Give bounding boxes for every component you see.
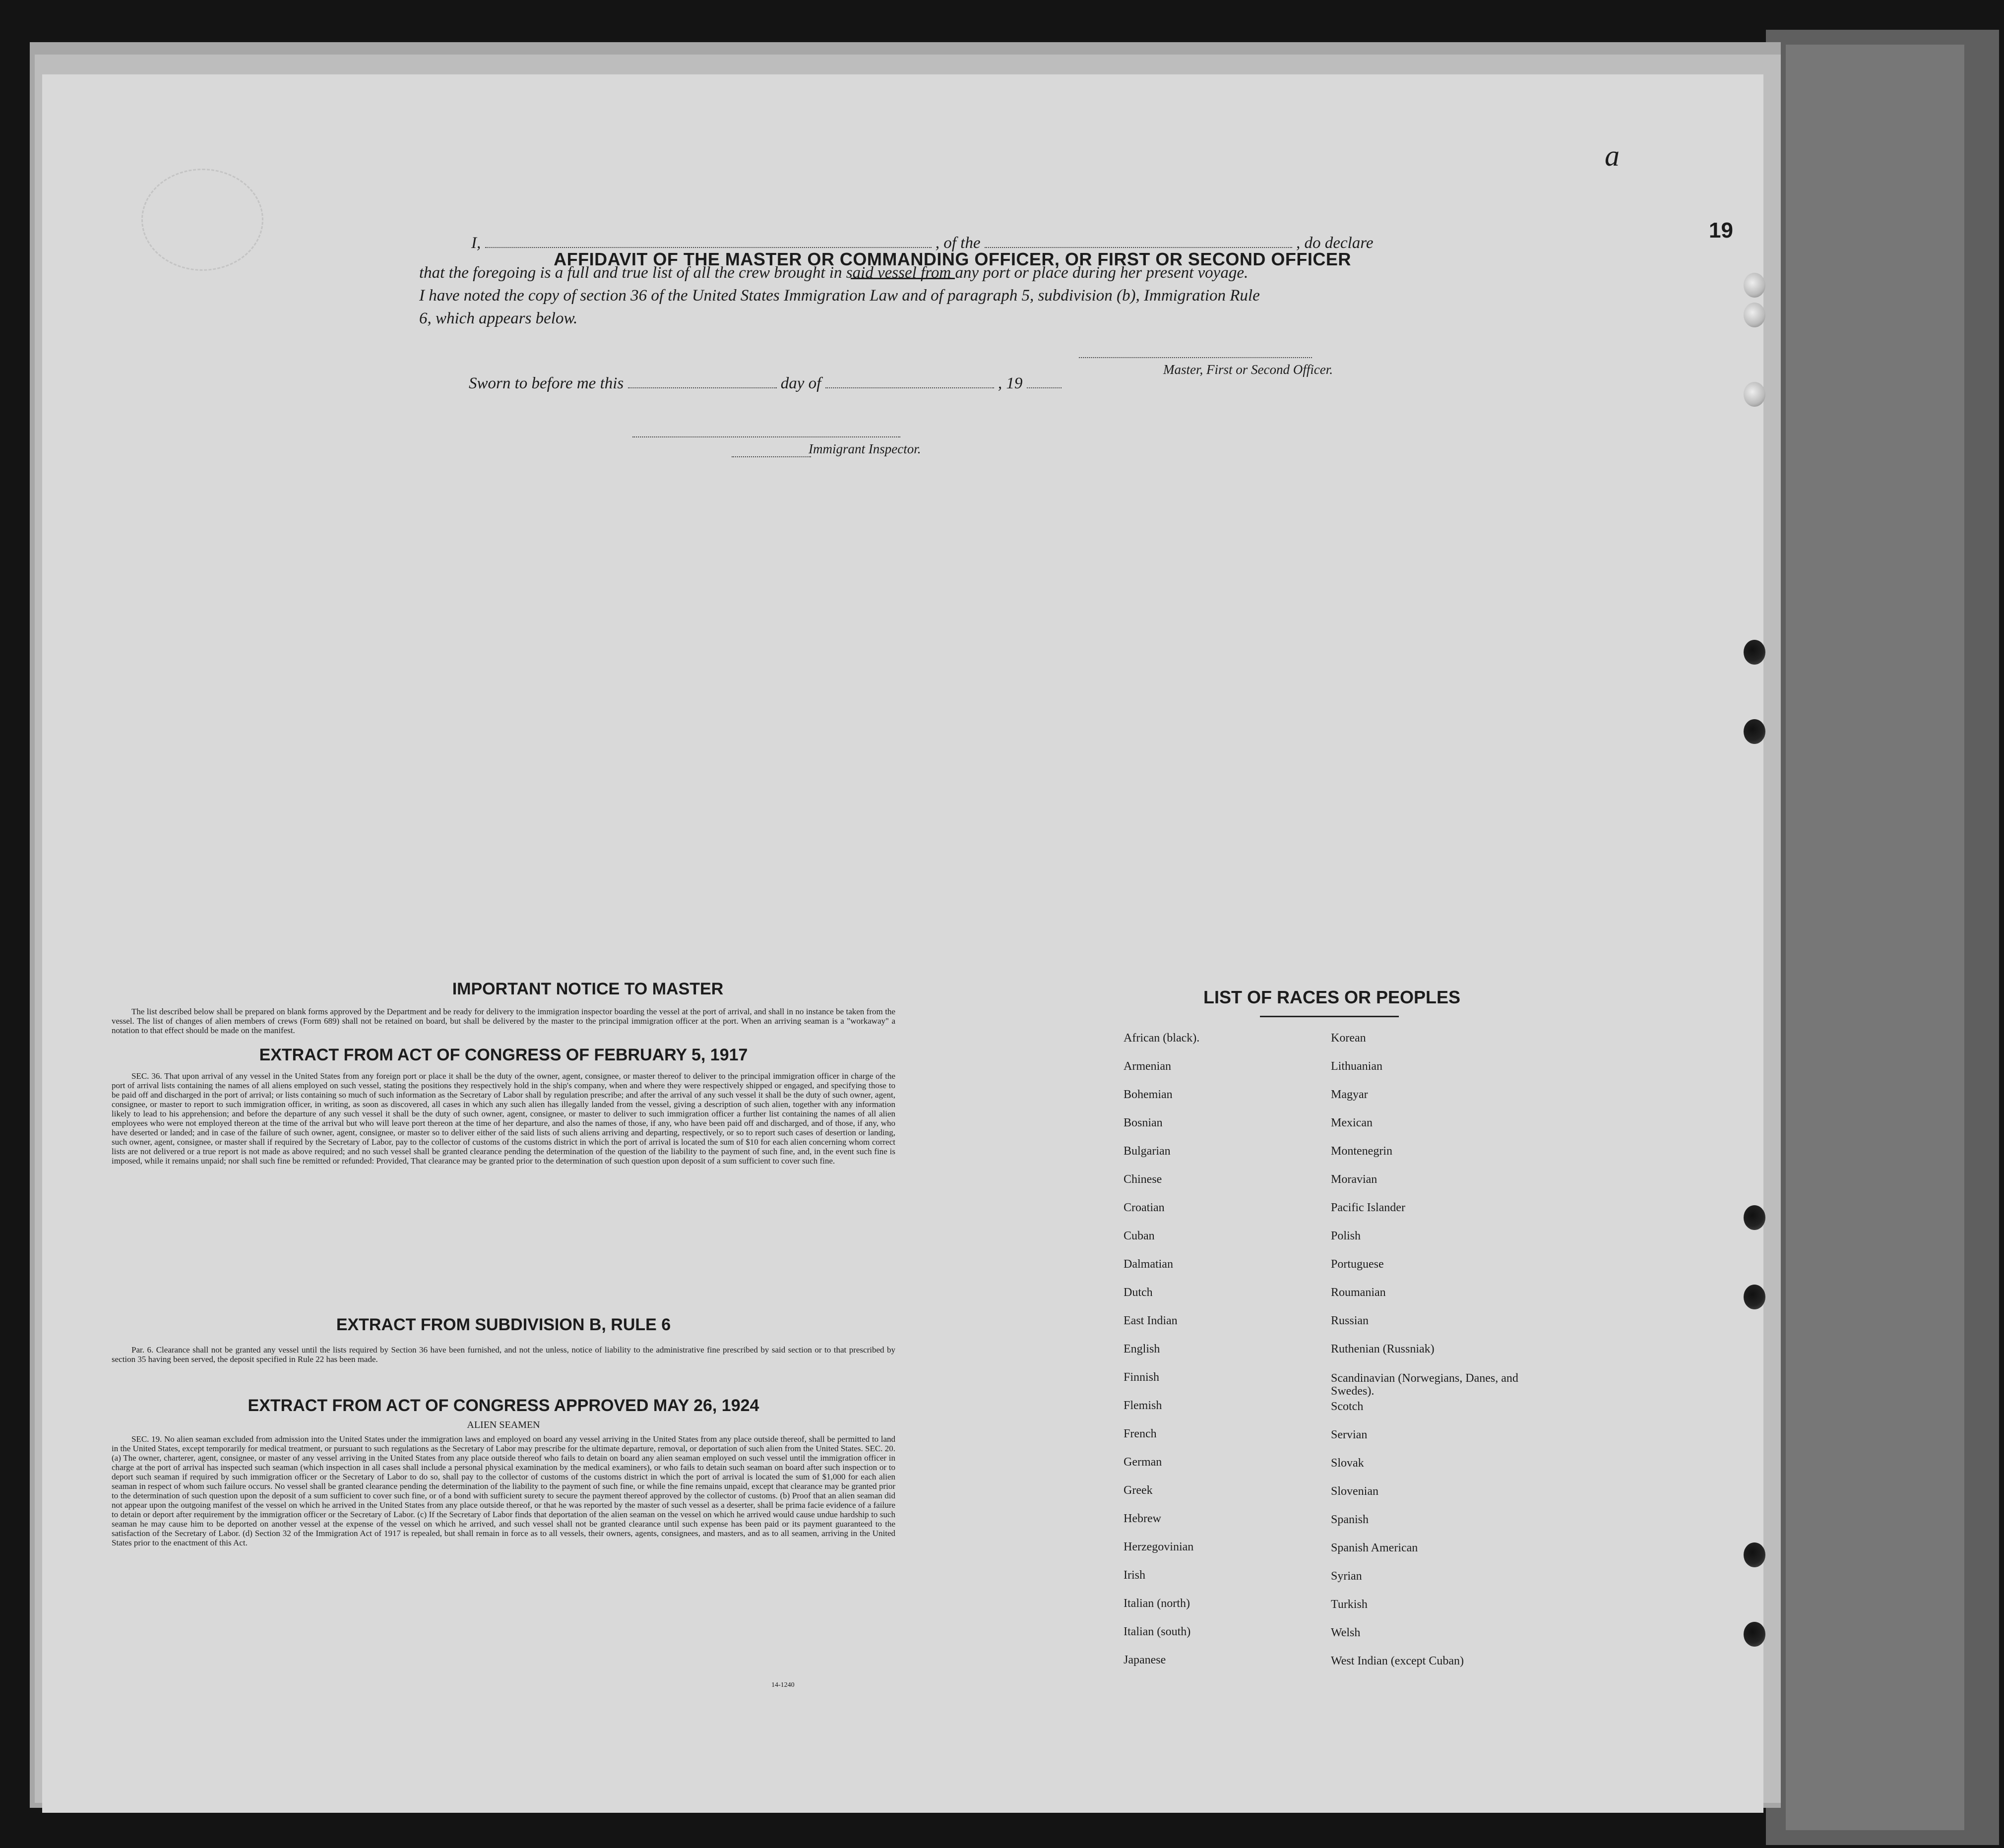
race-item: African (black). xyxy=(1124,1032,1200,1045)
race-item: Scotch xyxy=(1331,1400,1364,1413)
race-item: Italian (north) xyxy=(1124,1597,1190,1610)
race-item: Japanese xyxy=(1124,1654,1166,1666)
name-field[interactable] xyxy=(485,247,932,248)
race-item: Dalmatian xyxy=(1124,1258,1173,1271)
sworn-year-field[interactable] xyxy=(1027,387,1062,388)
sworn-day-label: day of xyxy=(780,374,821,392)
race-item: French xyxy=(1124,1427,1157,1440)
race-item: Hebrew xyxy=(1124,1512,1161,1525)
sworn-line xyxy=(469,374,1163,393)
seal-stamp-icon xyxy=(141,169,263,271)
inspector-signature-field[interactable] xyxy=(632,436,900,437)
race-item: Greek xyxy=(1124,1484,1153,1497)
race-item: Bosnian xyxy=(1124,1116,1163,1129)
sworn-month-field[interactable] xyxy=(825,387,994,388)
race-item: German xyxy=(1124,1456,1162,1469)
corner-number: 19 xyxy=(1709,218,1733,243)
inspector-label: Immigrant Inspector. xyxy=(809,441,921,456)
master-signature-field[interactable] xyxy=(1079,357,1312,358)
race-item: Lithuanian xyxy=(1331,1060,1382,1073)
race-item: Bohemian xyxy=(1124,1088,1173,1101)
binder-spine xyxy=(1786,45,1964,1830)
race-item: Roumanian xyxy=(1331,1286,1386,1299)
race-item: Slovak xyxy=(1331,1457,1364,1470)
races-column-2 xyxy=(1331,1032,1539,1683)
affidavit-line4: 6, which appears below. xyxy=(419,309,578,327)
race-item: Montenegrin xyxy=(1331,1145,1392,1158)
form-number: 14-1240 xyxy=(771,1681,795,1689)
notice-title: IMPORTANT NOTICE TO MASTER xyxy=(452,980,724,998)
extract-rule6-body: Par. 6. Clearance shall not be granted any vessel until the lists required by Section 36 have been furnished, and not the unless, notice of liability to the administrative fine prescribed by said section or to that prescribed by section 35 having been served, the deposit specified in Rule 22 has been made. xyxy=(112,1345,895,1364)
sworn-day-field[interactable] xyxy=(628,387,777,388)
binder-hole-icon xyxy=(1744,1205,1765,1230)
document-page xyxy=(42,74,1763,1813)
race-item: Scandinavian (Norwegians, Danes, and Swedes). xyxy=(1331,1372,1518,1398)
affidavit-i-label: I, xyxy=(471,234,481,252)
races-title-underline xyxy=(1260,1016,1399,1017)
race-item: Armenian xyxy=(1124,1060,1171,1073)
binder-hole-icon xyxy=(1744,1285,1765,1309)
race-item: Turkish xyxy=(1331,1598,1368,1611)
race-item: Magyar xyxy=(1331,1088,1368,1101)
extract-1924-title: EXTRACT FROM ACT OF CONGRESS APPROVED MAY 26, 1924 xyxy=(248,1396,759,1415)
race-item: Spanish American xyxy=(1331,1541,1418,1554)
binder-hole-icon xyxy=(1744,1542,1765,1567)
extract-1917-body: SEC. 36. That upon arrival of any vessel in the United States from any foreign port or place it shall be the duty of the owner, agent, consignee, or master thereof to deliver to the principal immigration officer in charge of the port of arrival lists containing the names of all aliens employed on such vessel, stating the positions they respectively hold in the ship's company, when and where they were respectively shipped or engaged, and specifying those to be paid off and discharged in the port of arrival; or lists containing so much of such information as the Secretary of Labor shall by regulation prescribe; and after the arrival of any such vessel it shall be the duty of such owner, agent, consignee, or master to report to such immigration officer, in writing, as soon as discovered, all cases in which any such alien has illegally landed from the vessel, giving a description of such alien, together with any information likely to lead to his apprehension; and before the departure of any such vessel it shall be the duty of such owner, agent, consignee, or master to deliver to such immigration officer a further list containing the names of all alien employees who were not employed thereon at the time of the arrival but who will leave port thereon at the time of her departure, and also the names of those, if any, who have been paid off and discharged, and of those, if any, who have deserted or landed; and in case of the failure of such owner, agent, consignee, or master so to deliver either of the said lists of such aliens arriving and departing, respectively, or so to report such cases of desertion or landing, such owner, agent, consignee, or master shall if required by the Secretary of Labor, pay to the collector of customs of the customs district in which the port of arrival is located the sum of $10 for each alien concerning whom correct lists are not delivered or a true report is not made as above required; and no such vessel shall be granted clearance pending the determination of the question of the liability to the payment of such fine, and, in the event such fine is imposed, while it remains unpaid; nor shall such fine be remitted or refunded: Provided, That clearance may be granted prior to the determination of such question upon deposit of a sum sufficient to cover such fine. xyxy=(112,1071,895,1166)
race-item: Pacific Islander xyxy=(1331,1201,1405,1214)
race-item: Croatian xyxy=(1124,1201,1165,1214)
race-item: Moravian xyxy=(1331,1173,1378,1186)
races-title: LIST OF RACES OR PEOPLES xyxy=(1203,987,1461,1007)
race-item: Portuguese xyxy=(1331,1258,1384,1271)
binder-hole-icon xyxy=(1744,303,1765,327)
race-item: Herzegovinian xyxy=(1124,1540,1194,1553)
extract-1924-body: SEC. 19. No alien seaman excluded from admission into the United States under the immigration laws and employed on board any vessel arriving in the United States from any place outside thereof, shall be permitted to land in the United States, except temporarily for medical treatment, or pursuant to such regulations as the Secretary of Labor may prescribe for the ultimate departure, removal, or deportation of such alien from the United States. SEC. 20. (a) The owner, charterer, agent, consignee, or master of any vessel arriving in the United States from any place outside thereof who fails to detain on board any alien seaman employed on such vessel until the immigration officer in charge at the port of arrival has inspected such seaman (which inspection in all cases shall include a personal physical examination by the medical examiners), or who fails to detain such seaman on board after such inspection or to deport such seaman if required by such immigration officer or the Secretary of Labor to do so, shall pay to the collector of customs of the customs district in which the port of arrival is located the sum of $1,000 for each alien seaman in respect of whom such failure occurs. No vessel shall be granted clearance pending the determination of the liability to the payment of such fine, or while the fine remains unpaid, except that clearance may be granted prior to the determination of such question upon the deposit of a sum sufficient to cover such fine, or of a bond with sufficient surety to secure the payment thereof approved by the collector of customs. (b) Proof that an alien seaman did not appear upon the outgoing manifest of the vessel on which he arrived in the United States from any place outside thereof, or that he was reported by the master of such vessel as a deserter, shall be prima facie evidence of a failure to detain or deport after requirement by the immigration officer or the Secretary of Labor. (c) If the Secretary of Labor finds that deportation of the alien seaman on the vessel on which he arrived would cause undue hardship to such seaman he may cause him to be deported on another vessel at the expense of the vessel on which he arrived, and such vessel shall not be granted clearance until such expense has been paid or its payment guaranteed to the satisfaction of the Secretary of Labor. (d) Section 32 of the Immigration Act of 1917 is repealed, but shall remain in force as to all vessels, their owners, agents, consignees, and masters, and as to all seamen, arriving in the United States prior to the enactment of this Act. xyxy=(112,1434,895,1547)
race-item: East Indian xyxy=(1124,1314,1178,1327)
binder-hole-icon xyxy=(1744,640,1765,665)
race-item: Dutch xyxy=(1124,1286,1153,1299)
race-item: Mexican xyxy=(1331,1116,1373,1129)
sworn-year-label: , 19 xyxy=(998,374,1023,392)
race-item: Flemish xyxy=(1124,1399,1162,1412)
race-item: Italian (south) xyxy=(1124,1625,1191,1638)
affidavit-declare-label: , do declare xyxy=(1296,234,1374,252)
race-item: English xyxy=(1124,1343,1160,1355)
binder-hole-icon xyxy=(1744,1622,1765,1647)
affidavit-of-label: , of the xyxy=(935,234,981,252)
race-item: Polish xyxy=(1331,1230,1361,1242)
affidavit-title: AFFIDAVIT OF THE MASTER OR COMMANDING OFFICER, OR FIRST OR SECOND OFFICER xyxy=(554,249,1351,269)
race-item: Slovenian xyxy=(1331,1485,1378,1498)
vessel-field[interactable] xyxy=(985,247,1292,248)
affidavit-line3: I have noted the copy of section 36 of the United States Immigration Law and of paragraph 5, subdivision (b), Immigration Rule xyxy=(419,287,1260,305)
sworn-prefix: Sworn to before me this xyxy=(469,374,624,392)
race-item: Chinese xyxy=(1124,1173,1162,1186)
binder-hole-icon xyxy=(1744,382,1765,407)
race-item: Spanish xyxy=(1331,1513,1369,1526)
binder-hole-icon xyxy=(1744,719,1765,744)
inspector-dots xyxy=(732,456,811,457)
affidavit-line1 xyxy=(471,234,1434,252)
race-item: Welsh xyxy=(1331,1626,1361,1639)
race-item: Irish xyxy=(1124,1569,1145,1582)
race-item: Russian xyxy=(1331,1314,1369,1327)
race-item: Cuban xyxy=(1124,1230,1155,1242)
affidavit-line2: that the foregoing is a full and true list of all the crew brought in said vessel from any port or place during her present voyage. xyxy=(419,264,1249,282)
race-item: Finnish xyxy=(1124,1371,1160,1384)
race-item: Korean xyxy=(1331,1032,1366,1045)
master-signature-label: Master, First or Second Officer. xyxy=(1163,362,1333,377)
binder-hole-icon xyxy=(1744,273,1765,298)
extract-1924-subtitle: ALIEN SEAMEN xyxy=(467,1419,540,1430)
race-item: Ruthenian (Russniak) xyxy=(1331,1343,1435,1355)
extract-rule6-title: EXTRACT FROM SUBDIVISION B, RULE 6 xyxy=(336,1315,671,1334)
notice-body: The list described below shall be prepared on blank forms approved by the Department and be ready for delivery to the immigration inspector boarding the vessel at the port of arrival, and shall in no instance be taken from the vessel. The list of changes of alien members of crews (Form 689) shall not be retained on board, but shall be delivered by the master to the principal immigration officer at the port. When an arriving seaman is a "workaway" a notation to that effect should be made on the manifest. xyxy=(112,1007,895,1035)
race-item: West Indian (except Cuban) xyxy=(1331,1655,1464,1667)
race-item: Syrian xyxy=(1331,1570,1362,1583)
race-item: Bulgarian xyxy=(1124,1145,1171,1158)
extract-1917-title: EXTRACT FROM ACT OF CONGRESS OF FEBRUARY 5, 1917 xyxy=(259,1046,748,1064)
race-item: Servian xyxy=(1331,1428,1368,1441)
corner-mark: a xyxy=(1605,139,1620,172)
races-column-1 xyxy=(1124,1032,1312,1682)
